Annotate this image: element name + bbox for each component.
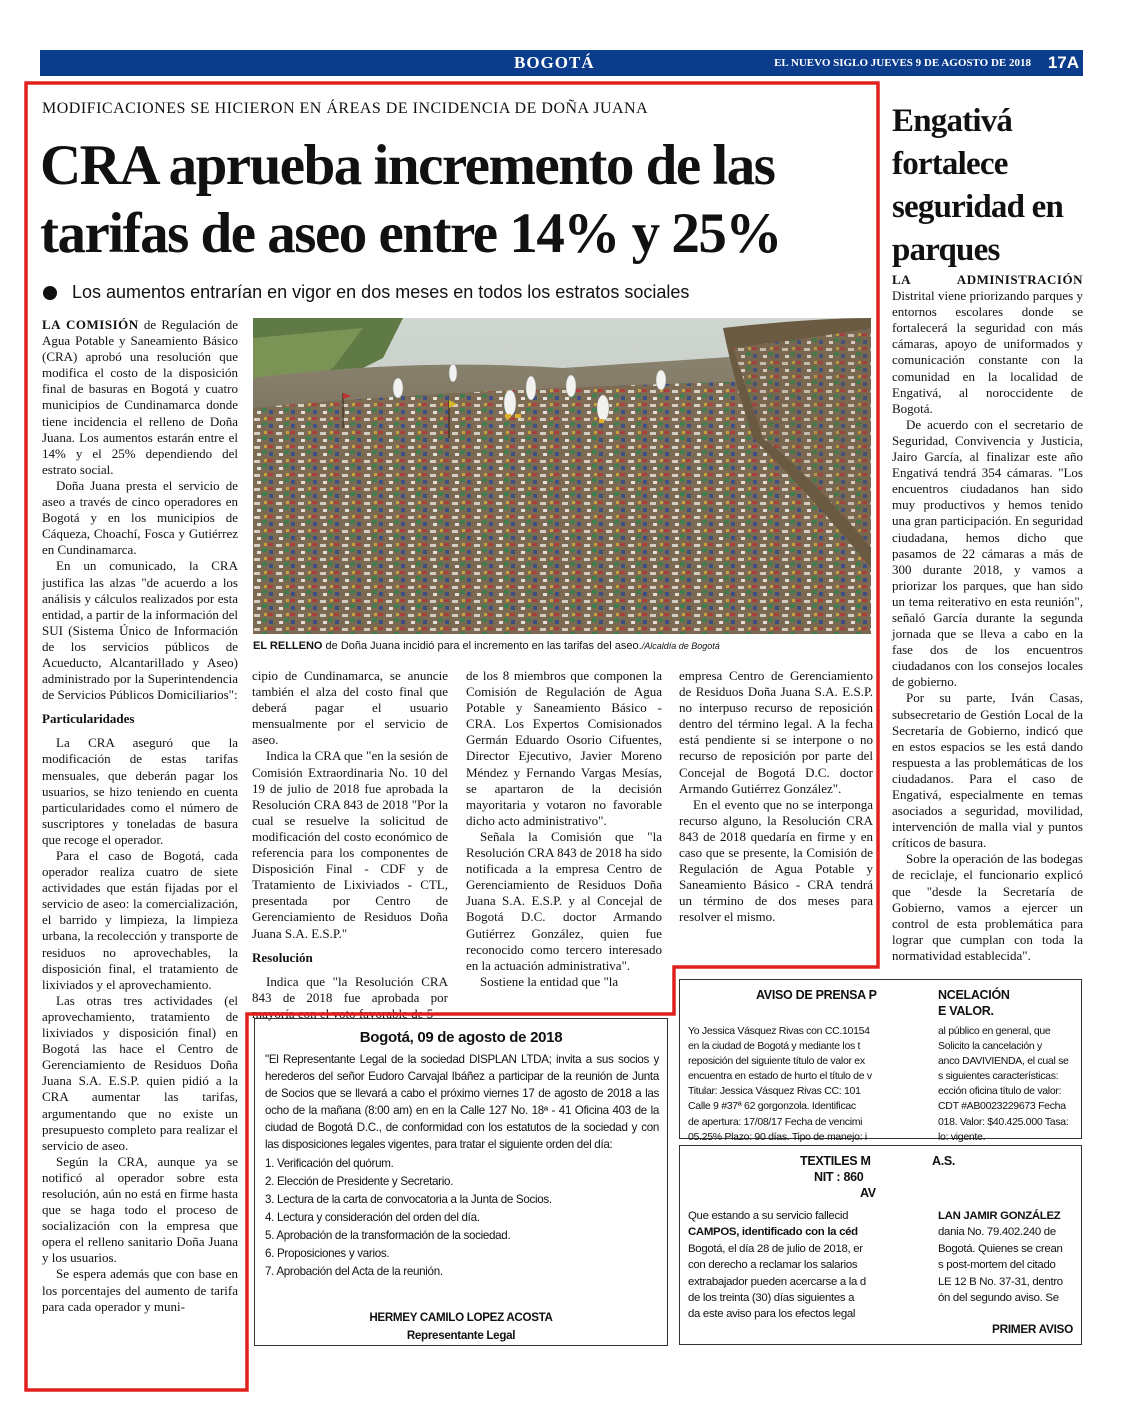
article-kicker: MODIFICACIONES SE HICIERON EN ÁREAS DE INCIDENCIA DE DOÑA JUANA <box>42 100 649 117</box>
paragraph: Señala la Comisión que "la Resolución CRA 843 de 2018 ha sido notificada a la empresa Centro de Gerenciamiento de Residuos Doña Juana S.A. E.S.P. y al Concejal de Bogotá D.C. doctor Armando Gutiérrez González, quien fue reconocido como tercero interesado en la actuación administrativa". <box>466 828 662 973</box>
caption-text: de Doña Juana incidió para el incremento en las tarifas del aseo. <box>322 640 642 652</box>
text-line: ección oficina título de valor: <box>938 1085 1062 1098</box>
press-notice-box <box>679 979 1082 1143</box>
textiles-title-right: A.S. <box>932 1154 956 1168</box>
paragraph: Doña Juana presta el servicio de aseo a través de cinco operadores en Bogotá y en los municipios de Cáqueza, Choachí, Fosca y Gutiérrez en Cundinamarca. <box>42 477 238 558</box>
press-notice-text-right <box>938 1024 1078 1145</box>
notice-title: Bogotá, 09 de agosto de 2018 <box>359 1029 563 1046</box>
text-line: CAMPOS, identificado con la céd <box>688 1226 858 1239</box>
paragraph: Indica la CRA que "en la sesión de Comisión Extraordinaria No. 10 del 19 de julio de 2018 fue aprobada la Resolución CRA 843 de 2018 "Por la cual se resuelve la solicitud de modificación del costo económico de referencia para los componentes de Disposición Final - CDF y de Tratamiento de Lixiviados - CTL, presentada por Centro de Gerenciamiento de Residuos Doña Juana S.A. E.S.P." <box>252 748 448 941</box>
text-line: Yo Jessica Vásquez Rivas con CC.10154 <box>688 1025 870 1037</box>
page-number: 17A <box>1047 53 1079 72</box>
paragraph: La CRA aseguró que la modificación de estas tarifas mensuales, que deberán pagar los usuarios, se hizo teniendo en cuenta particularidades como el número de suscriptores y toneladas de basura que recoge el operador. <box>42 735 238 847</box>
text-line: anco DAVIVIENDA, el cual se <box>938 1055 1069 1068</box>
text-line: Calle 9 #37ª 62 gorgonzola. Identificac <box>688 1100 856 1113</box>
text-line: 05.25% Plazo: 90 días. Tipo de manejo: i <box>688 1130 867 1143</box>
paragraph: Para el caso de Bogotá, cada operador realiza cuatro de siete actividades que están fijadas por el servicio de aseo: la comercialización, el barrido y limpieza, la limpieza urbana, la recolección y transporte de residuos no aprovechables, la disposición final, el tratamiento de lixiviados y el aprovechamiento. <box>42 848 238 992</box>
textiles-notice-box <box>679 1145 1082 1345</box>
press-notice-title-right: NCELACIÓN <box>938 988 1010 1002</box>
text-line: Titular: Jessica Vásquez Rivas CC: 101 <box>688 1085 861 1098</box>
sidebar-column <box>892 272 1083 964</box>
photo-caption <box>253 640 871 652</box>
subheading: Resolución <box>252 949 313 965</box>
paragraph: Sobre la operación de las bodegas de reciclaje, el funcionario explicó que "desde la Secretaría de Gobierno, vamos a ejercer un control de esta problemática para lograr que cumplan con toda la normatividad establecida". <box>892 851 1083 963</box>
article-column-1 <box>42 317 238 1315</box>
text-line: extrabajador pueden acercarse a la d <box>688 1275 866 1288</box>
text-line: de apertura: 17/08/17 Fecha de vencimi <box>688 1115 863 1128</box>
lead-word: LA COMISIÓN <box>42 317 139 332</box>
agenda-list <box>265 1155 659 1281</box>
paragraph <box>42 317 238 478</box>
paragraph <box>892 272 1083 417</box>
notice-signer: HERMEY CAMILO LOPEZ ACOSTA <box>369 1311 553 1324</box>
text-line: de los treinta (30) días siguientes a <box>688 1292 855 1305</box>
paragraph-text: Distrital viene priorizando parques y entornos escolares donde se fortalecerá la seguridad con más cámaras, apoyo de uniformados y comunicación constante con la comunidad en la localidad de Engativá, al noroccidente de Bogotá. <box>892 288 1083 416</box>
article-headline: CRA aprueba incremento de las tarifas de aseo entre 14% y 25% <box>40 134 781 265</box>
paragraph: Las otras tres actividades (el aprovechamiento, tratamiento de lixiviados y disposición final) en Bogotá las hace el Centro de Gerenciamiento de Residuos Doña Juana S.A. E.S.P. quien pidió a la CRA aumentar las tarifas, argumentando que no existe un presupuesto completo para realizar el servicio de aseo. <box>42 992 238 1153</box>
press-notice-title-right-2: E VALOR. <box>938 1004 994 1018</box>
text-line: al público en general, que <box>938 1025 1051 1037</box>
lead-word: LA ADMINISTRACIÓN <box>892 272 1083 287</box>
agenda-item: 7. Aprobación del Acta de la reunión. <box>265 1265 443 1278</box>
text-line: Bogotá. Quienes se crean <box>938 1242 1063 1255</box>
paragraph: de los 8 miembros que componen la Comisión de Regulación de Agua Potable y Saneamiento Básico - CRA. Los Expertos Comisionados Germán Eduardo Osorio Cifuentes, Director Ejecutivo, Javier Moreno Méndez y Fernando Vargas Mesías, se apartaron de la decisión mayoritaria y votaron no favorable dicho acto administrativo". <box>466 668 662 828</box>
textiles-text-right <box>938 1208 1078 1306</box>
text-line: Solicito la cancelación y <box>938 1040 1042 1053</box>
text-line: 018. Valor: $40.425.000 Tasa: <box>938 1115 1069 1128</box>
agenda-item: 2. Elección de Presidente y Secretario. <box>265 1175 454 1188</box>
caption-lead: EL RELLENO <box>253 640 323 652</box>
paper-date: EL NUEVO SIGLO JUEVES 9 DE AGOSTO DE 2018 <box>774 57 1031 69</box>
notice-text: "El Representante Legal de la sociedad DISPLAN LTDA; invita a sus socios y herederos del señor Eudoro Carvajal Ibáñez a participar de la reunión de Junta de Socios que se llevará a cabo el próximo viernes 17 de agosto de 2018 a las ocho de la mañana (8:00 am) en en la Calle 127 No. 18ª - 41 Oficina 403 de la ciudad de Bogotá D.C., de conformidad con los estatutos de la sociedad y con las disposiciones legales vigentes, para tratar el siguiente orden del día: <box>265 1053 659 1151</box>
agenda-item: 5. Aprobación de la transformación de la sociedad. <box>265 1229 511 1242</box>
text-line: dania No. 79.402.240 de <box>938 1226 1056 1239</box>
text-line: encuentra en estado de hurto el título de v <box>688 1070 872 1083</box>
paragraph-text: de Regulación de Agua Potable y Saneamiento Básico (CRA) aprobó una resolución que modifica el costo de la disposición final de basuras en Bogotá y cuatro municipios de Cundinamarca donde tiene incidencia el relleno de Doña Juana. Los aumentos estarán entre el 14% y el 25% dependiendo del estrato social. <box>42 317 238 477</box>
text-line: CDT #AB0023229673 Fecha <box>938 1100 1066 1113</box>
sidebar-headline: Engativá fortalece seguridad en parques <box>892 103 1064 268</box>
paragraph: Según la CRA, aunque ya se notificó al operador sobre esta resolución, aún no está en firme hasta que se haga todo el proceso de socialización con la empresa que opera el relleno sanitario Doña Juana y los usuarios. <box>42 1153 239 1266</box>
text-line: en la ciudad de Bogotá y mediante los t <box>688 1040 861 1053</box>
agenda-item: 1. Verificación del quórum. <box>265 1157 394 1170</box>
article-column-4 <box>679 668 873 926</box>
section-label: BOGOTÁ <box>514 53 595 72</box>
paragraph: cipio de Cundinamarca, se anuncie también el alza del costo final que deberá pagar el usuario mensualmente por el servicio de aseo. <box>252 668 448 748</box>
paragraph: Sostiene la entidad que "la <box>480 973 619 989</box>
notice-body <box>265 1051 659 1281</box>
text-line: s siguientes características: <box>938 1070 1059 1083</box>
notice-role: Representante Legal <box>406 1329 516 1342</box>
agenda-item: 4. Lectura y consideración del orden del día. <box>265 1211 480 1224</box>
textiles-footer: PRIMER AVISO <box>992 1322 1073 1336</box>
text-line: LAN JAMIR GONZÁLEZ <box>938 1210 1061 1222</box>
agenda-item: 6. Proposiciones y varios. <box>265 1247 390 1260</box>
text-line: reposición del siguiente título de valor ex <box>688 1055 865 1068</box>
paragraph: Se espera además que con base en los porcentajes del aumento de tarifa para cada operador y muni- <box>42 1266 238 1314</box>
article-subtitle: Los aumentos entrarían en vigor en dos meses en todos los estratos sociales <box>72 282 690 302</box>
text-line: da este aviso para los efectos legal <box>688 1308 856 1321</box>
text-line: Bogotá, el día 28 de julio de 2018, er <box>688 1242 863 1255</box>
paragraph: Indica que "la Resolución CRA 843 de 2018 fue aprobada por mayoría con el voto favorable de 5 <box>252 973 448 1021</box>
textiles-title-left: TEXTILES M <box>800 1154 871 1168</box>
text-line: s post-mortem del citado <box>938 1259 1056 1272</box>
agenda-item: 3. Lectura de la carta de convocatoria a la Junta de Socios. <box>265 1193 552 1206</box>
paragraph: En el evento que no se interponga recurso alguno, la Resolución CRA 843 de 2018 quedaría en firme y en caso que se presente, la Comisión de Regulación de Agua Potable y Saneamiento Básico - CRA tendrá un término de dos meses para resolver el mismo. <box>679 796 873 925</box>
textiles-text-left <box>688 1208 884 1323</box>
textiles-nit: NIT : 860 <box>814 1170 864 1184</box>
article-column-2 <box>252 668 448 1022</box>
section-header-bar <box>40 50 1083 76</box>
photo-credit: /Alcaldía de Bogotá <box>641 641 720 651</box>
text-line: Que estando a su servicio fallecid <box>688 1210 849 1222</box>
paragraph: empresa Centro de Gerenciamiento de Residuos Doña Juana S.A. E.S.P. no interpuso recurso de reposición dentro del término legal. A la fecha está pendiente si se interpone o no recurso de reposición por parte del Concejal de Bogotá D.C. doctor Armando Gutiérrez González". <box>679 668 873 796</box>
article-column-3 <box>466 668 662 990</box>
text-line: LE 12 B No. 37-31, dentro <box>938 1275 1063 1288</box>
press-notice-title-left: AVISO DE PRENSA P <box>756 988 877 1002</box>
text-line: con derecho a reclamar los salarios <box>688 1259 858 1272</box>
paragraph: En un comunicado, la CRA justifica las alzas "de acuerdo a los análisis y cálculos realizados por esta entidad, a partir de la información del SUI (Sistema Único de Información de los servicios públicos de Acueducto, Alcantarillado y Aseo) administrado por la Superintendencia de Servicios Públicos Domiciliarios": <box>42 558 239 703</box>
paragraph: De acuerdo con el secretario de Seguridad, Convivencia y Justicia, Jairo García, al finalizar este año Engativá tendrá 354 cámaras. "Los encuentros ciudadanos han sido muy productivos y hemos tenido una gran participación. En seguridad ciudadana, hemos dicho que pasamos de 22 cámaras a más de 300 durante 2018, y vamos a priorizar los parques, que han sido un tema reiterativo en esta reunión", señaló García durante la segunda jornada que se lleva a cabo en la fase dos de los encuentros ciudadanos con los consejos locales de gobierno. <box>892 416 1083 690</box>
textiles-aviso-label: AV <box>860 1186 876 1200</box>
landfill-photo-image <box>253 318 871 634</box>
subheading: Particularidades <box>42 711 135 727</box>
landfill-photo <box>253 318 871 634</box>
text-line: lo: vigente. <box>938 1130 986 1143</box>
press-notice-text-left <box>688 1024 884 1145</box>
text-line: ón del segundo aviso. Se <box>938 1292 1059 1305</box>
legal-notice-box <box>254 1018 668 1346</box>
bullet-icon <box>43 286 57 300</box>
paragraph: Por su parte, Iván Casas, subsecretario de Gestión Local de la Secretaría de Gobierno, indicó que en estos espacios se les está dando respuesta a las problemáticas de los ciudadanos. Para el caso de Engativá, especialmente en temas asociados a seguridad, movilidad, intervención de malla vial y puntos críticos de basura. <box>892 690 1083 851</box>
